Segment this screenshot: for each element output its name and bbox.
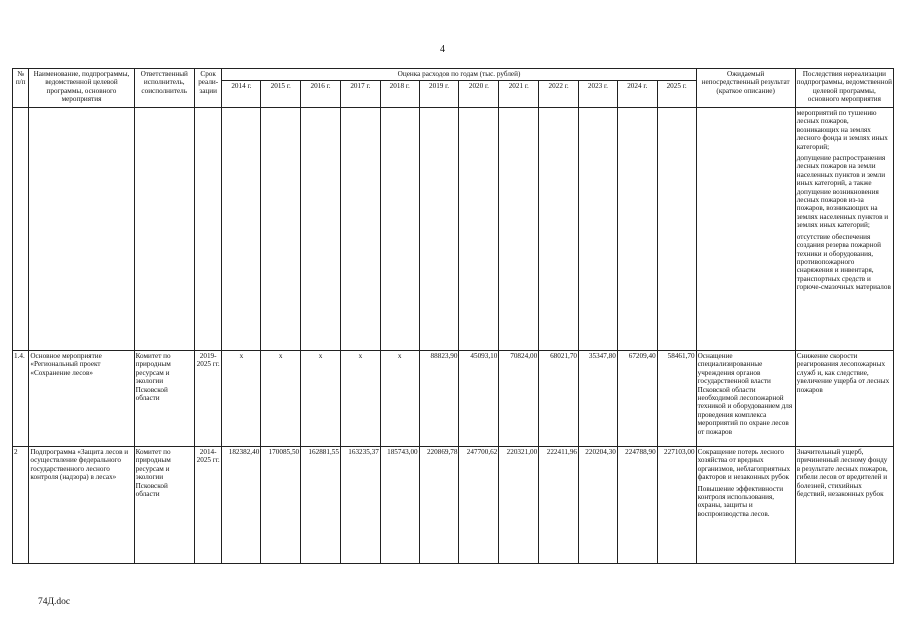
- row-expected: Оснащение специализированные учреждения органов государственной власти Псковской области необходимой лесопожарной техникой и оборудованием для проведения комплекса мероприятий по охране лесов от пожаров: [696, 351, 795, 447]
- value-cell: 58461,70: [657, 351, 696, 447]
- year-header: 2016 г.: [301, 81, 341, 108]
- value-cell: 170085,50: [261, 447, 301, 564]
- year-header: 2024 г.: [617, 81, 657, 108]
- table-row-continuation: [13, 108, 894, 351]
- row-consequences: Снижение скорости реагирования лесопожарных служб и, как следствие, увеличение ущерба от лесных пожаров: [795, 351, 893, 447]
- header-term: Срок реали-зации: [194, 69, 222, 108]
- row-consequences: Значительный ущерб, причиненный лесному фонду в результате лесных пожаров, гибели лесов от вредителей и болезней, стихийных бедствий, незаконных рубок: [795, 447, 893, 564]
- header-expected: Ожидаемый непосредственный результат (краткое описание): [696, 69, 795, 108]
- value-cell: x: [222, 351, 261, 447]
- value-cell: 35347,80: [579, 351, 618, 447]
- header-num: № п/п: [13, 69, 29, 108]
- row-num: 1.4.: [13, 351, 29, 447]
- consequence-text: допущение распространения лесных пожаров на земли населенных пунктов и земли иных категорий, а также допущение возникновения лесных пожаров из-за пожаров, возникающих на землях населенных пунктов и землях иных категорий;: [796, 154, 889, 230]
- year-header: 2017 г.: [340, 81, 380, 108]
- consequences-cell: [795, 108, 893, 351]
- year-header: 2022 г.: [539, 81, 579, 108]
- value-cell: 185743,00: [380, 447, 419, 564]
- header-name: Наименование, подпрограммы, ведомственной целевой программы, основного мероприятия: [29, 69, 134, 108]
- value-cell: 220321,00: [499, 447, 539, 564]
- year-header: 2019 г.: [419, 81, 459, 108]
- value-cell: x: [301, 351, 341, 447]
- value-cell: 68021,70: [539, 351, 579, 447]
- consequence-text: отсутствие обеспечения создания резерва пожарной техники и оборудования, противопожарного снаряжения и инвентаря, транспортных средств и горюче-смазочных материалов: [796, 232, 891, 292]
- year-header: 2023 г.: [579, 81, 618, 108]
- row-responsible: Комитет по природным ресурсам и экологии Псковской области: [134, 351, 194, 447]
- expected-text: Повышение эффективности контроля использования, охраны, защиты и воспроизводства лесов.: [697, 484, 784, 518]
- table-row-2: [13, 447, 894, 564]
- value-cell: 220869,78: [419, 447, 459, 564]
- row-responsible: Комитет по природным ресурсам и экологии Псковской области: [134, 447, 194, 564]
- header-responsible: Ответственный исполнитель, соисполнитель: [134, 69, 194, 108]
- year-header: 2021 г.: [499, 81, 539, 108]
- header-consequences: Последствия нереализации подпрограммы, ведомственной целевой программы, основного мероприятия: [795, 69, 893, 108]
- row-expected: [696, 447, 795, 564]
- row-term: 2014-2025 гг.: [194, 447, 222, 564]
- year-header: 2014 г.: [222, 81, 261, 108]
- value-cell: 247700,62: [459, 447, 499, 564]
- value-cell: 45093,10: [459, 351, 499, 447]
- year-header: 2018 г.: [380, 81, 419, 108]
- value-cell: x: [340, 351, 380, 447]
- year-header: 2015 г.: [261, 81, 301, 108]
- row-name: Основное мероприятие «Региональный проект «Сохранение лесов»: [29, 351, 134, 447]
- footer-filename: 74Д.doc: [38, 597, 71, 607]
- value-cell: 88823,90: [419, 351, 459, 447]
- value-cell: 162881,55: [301, 447, 341, 564]
- value-cell: 67209,40: [617, 351, 657, 447]
- year-header: 2025 г.: [657, 81, 696, 108]
- value-cell: 182382,40: [222, 447, 261, 564]
- value-cell: 163235,37: [340, 447, 380, 564]
- expected-text: Сокращение потерь лесного хозяйства от вредных организмов, неблагоприятных факторов и незаконных рубок: [697, 448, 791, 482]
- value-cell: x: [380, 351, 419, 447]
- row-name: Подпрограмма «Защита лесов и осуществление федерального государственного лесного контроля (надзора) в лесах»: [29, 447, 134, 564]
- row-num: 2: [13, 447, 29, 564]
- page-number: 4: [440, 44, 445, 55]
- year-header: 2020 г.: [459, 81, 499, 108]
- value-cell: x: [261, 351, 301, 447]
- value-cell: 70824,00: [499, 351, 539, 447]
- value-cell: 220204,30: [579, 447, 618, 564]
- value-cell: 224788,90: [617, 447, 657, 564]
- expenses-table: [12, 68, 894, 564]
- header-costs: Оценка расходов по годам (тыс. рублей): [222, 69, 696, 81]
- value-cell: 227103,00: [657, 447, 696, 564]
- consequence-text: мероприятий по тушению лесных пожаров, возникающих на землях лесного фонда и землях иных категорий;: [796, 109, 888, 151]
- table-row-1-4: [13, 351, 894, 447]
- row-term: 2019-2025 гг.: [194, 351, 222, 447]
- value-cell: 222411,96: [539, 447, 579, 564]
